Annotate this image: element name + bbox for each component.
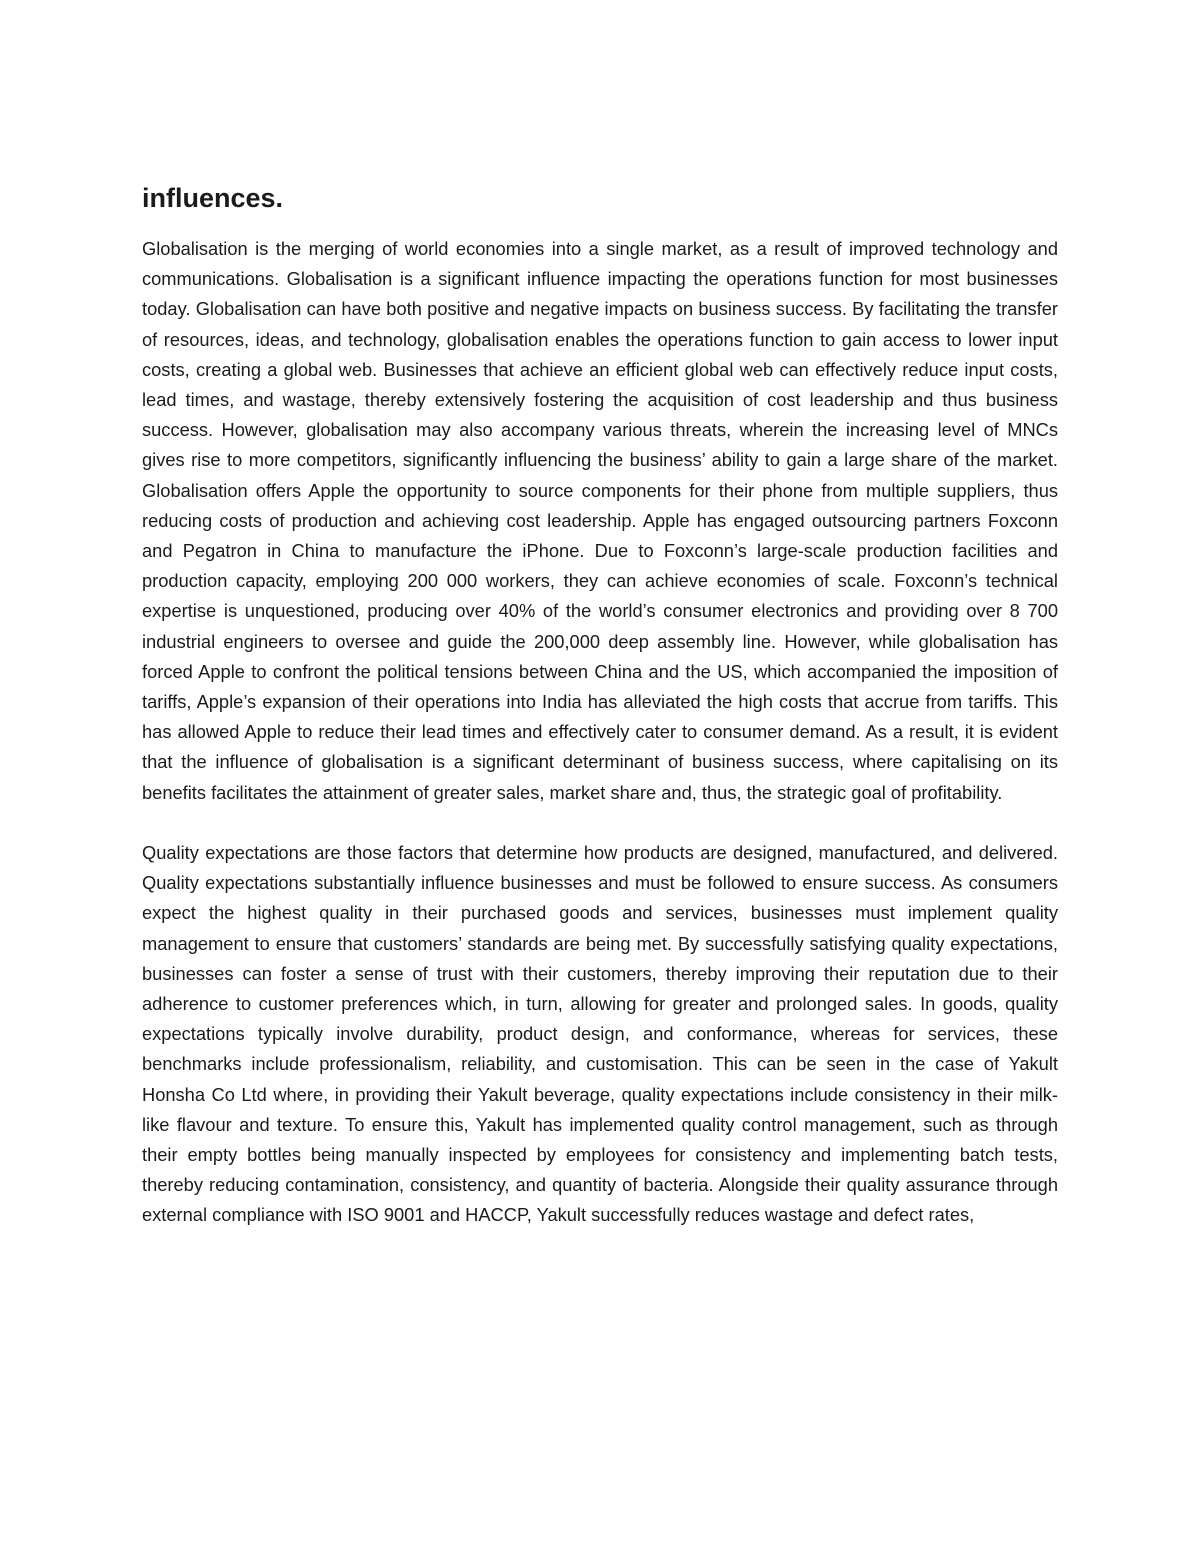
paragraph-globalisation: Globalisation is the merging of world economies into a single market, as a result of improved technology and communications. Globalisation is a significant influence impacting the operations function for most businesses today. Globalisation can have both positive and negative impacts on business success. By facilitating the transfer of resources, ideas, and technology, globalisation enables the operations function to gain access to lower input costs, creating a global web. Businesses that achieve an efficient global web can effectively reduce input costs, lead times, and wastage, thereby extensively fostering the acquisition of cost leadership and thus business success. However, globalisation may also accompany various threats, wherein the increasing level of MNCs gives rise to more competitors, significantly influencing the business’ ability to gain a large share of the market. Globalisation offers Apple the opportunity to source components for their phone from multiple suppliers, thus reducing costs of production and achieving cost leadership. Apple has engaged outsourcing partners Foxconn and Pegatron in China to manufacture the iPhone. Due to Foxconn’s large-scale production facilities and production capacity, employing 200 000 workers, they can achieve economies of scale. Foxconn’s technical expertise is unquestioned, producing over 40% of the world’s consumer electronics and providing over 8 700 industrial engineers to oversee and guide the 200,000 deep assembly line. However, while globalisation has forced Apple to confront the political tensions between China and the US, which accompanied the imposition of tariffs, Apple’s expansion of their operations into India has alleviated the high costs that accrue from tariffs. This has allowed Apple to reduce their lead times and effectively cater to consumer demand. As a result, it is evident that the influence of globalisation is a significant determinant of business success, where capitalising on its benefits facilitates the attainment of greater sales, market share and, thus, the strategic goal of profitability.	[142, 238, 1058, 803]
document-body	[142, 178, 1058, 1231]
paragraph-quality-expectations: Quality expectations are those factors that determine how products are designed, manufactured, and delivered. Quality expectations substantially influence businesses and must be followed to ensure success. As consumers expect the highest quality in their purchased goods and services, businesses must implement quality management to ensure that customers’ standards are being met. By successfully satisfying quality expectations, businesses can foster a sense of trust with their customers, thereby improving their reputation due to their adherence to customer preferences which, in turn, allowing for greater and prolonged sales. In goods, quality expectations typically involve durability, product design, and conformance, whereas for services, these benchmarks include professionalism, reliability, and customisation. This can be seen in the case of Yakult Honsha Co Ltd where, in providing their Yakult beverage, quality expectations include consistency in their milk-like flavour and texture. To ensure this, Yakult has implemented quality control management, such as through their empty bottles being manually inspected by employees for consistency and implementing batch tests, thereby reducing contamination, consistency, and quantity of bacteria. Alongside their quality assurance through external compliance with ISO 9001 and HACCP, Yakult successfully reduces wastage and defect rates,	[142, 842, 1058, 1226]
section-heading: influences.	[142, 183, 284, 213]
